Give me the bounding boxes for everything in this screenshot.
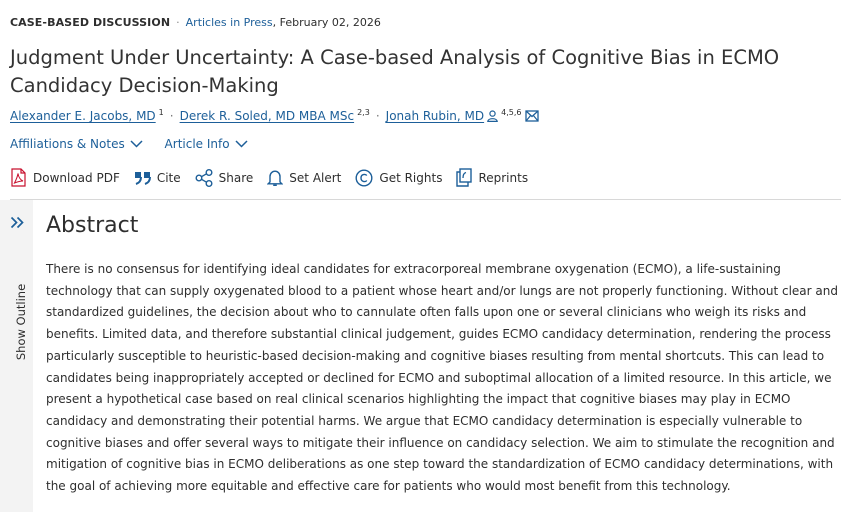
get-rights-button[interactable] xyxy=(355,169,442,187)
article-info-label: Article Info xyxy=(164,137,230,151)
author-separator: · xyxy=(169,109,174,123)
share-icon xyxy=(195,169,213,187)
pdf-icon xyxy=(10,168,27,187)
reprints-button[interactable] xyxy=(456,168,528,187)
share-label: Share xyxy=(218,170,254,185)
affiliations-notes-toggle[interactable] xyxy=(10,137,143,151)
bell-icon xyxy=(267,169,283,187)
get-rights-label: Get Rights xyxy=(379,170,443,185)
abstract-heading: Abstract xyxy=(46,213,139,238)
author-affiliation-ref[interactable]: 4,5,6 xyxy=(501,108,522,117)
cite-button[interactable] xyxy=(134,171,181,185)
share-button[interactable] xyxy=(195,169,254,187)
chevron-down-icon xyxy=(235,140,248,148)
author-link-soled[interactable]: Derek R. Soled, MD MBA MSc xyxy=(179,109,355,123)
article-info-toggle[interactable] xyxy=(165,137,248,151)
articles-in-press-link[interactable]: Articles in Press xyxy=(185,16,273,29)
set-alert-label: Set Alert xyxy=(289,170,342,185)
cite-label: Cite xyxy=(156,170,181,185)
download-pdf-label: Download PDF xyxy=(33,170,120,185)
download-pdf-button[interactable] xyxy=(10,168,120,187)
quote-icon xyxy=(134,171,151,185)
author-list xyxy=(10,108,539,125)
chevron-down-icon xyxy=(130,140,143,148)
abstract-text: There is no consensus for identifying ideal candidates for extracorporeal membrane oxygenation (ECMO), a life-sustaining technology that can supply oxygenated blood to a patient whose heart and/or lungs are not properly functioning. Without clear and standardized guidelines, the decision about who to cannulate often falls upon one or several clinicians who weigh its risks and benefits. Limited data, and therefore substantial clinical judgement, guides ECMO candidacy determination, rendering the process particularly susceptible to heuristic-based decision-making and cognitive biases resulting from mental shortcuts. This can lead to candidates being inappropriately accepted or declined for ECMO and suboptimal allocation of a limited resource. In this article, we present a hypothetical case based on real clinical scenarios highlighting the impact that cognitive biases may play in ECMO candidacy and demonstrating their potential harms. We argue that ECMO candidacy determination is especially vulnerable to cognitive biases and offer several ways to mitigate their influence on candidacy selection. We aim to stimulate the recognition and mitigation of cognitive bias in ECMO deliberations as one step toward the standardization of ECMO candidacy determinations, with the goal of achieving more equitable and effective care for patients who would most benefit from this technology. xyxy=(46,262,838,494)
envelope-icon[interactable] xyxy=(525,110,539,125)
author-link-rubin[interactable]: Jonah Rubin, MD xyxy=(385,109,485,123)
article-meta-line xyxy=(10,16,381,29)
author-separator: · xyxy=(375,109,380,123)
toolbar-divider xyxy=(10,199,841,200)
reprints-icon xyxy=(456,168,472,187)
show-outline-label[interactable]: Show Outline xyxy=(14,283,28,361)
author-affiliation-ref[interactable]: 1 xyxy=(158,108,164,117)
article-toolbar xyxy=(10,168,542,187)
article-type: CASE-BASED DISCUSSION xyxy=(10,16,171,29)
person-icon xyxy=(487,110,498,125)
set-alert-button[interactable] xyxy=(267,169,341,187)
affiliations-label: Affiliations & Notes xyxy=(10,137,125,151)
author-affiliation-ref[interactable]: 2,3 xyxy=(357,108,370,117)
meta-separator: · xyxy=(176,16,180,29)
article-toggles xyxy=(10,137,266,151)
author-link-jacobs[interactable]: Alexander E. Jacobs, MD xyxy=(10,109,156,123)
double-chevron-right-icon[interactable] xyxy=(10,214,24,233)
article-title: Judgment Under Uncertainty: A Case-based Analysis of Cognitive Bias in ECMO Candidacy Decision-Making xyxy=(10,46,780,97)
publication-date: , February 02, 2026 xyxy=(272,16,381,29)
copyright-icon xyxy=(355,169,373,187)
reprints-label: Reprints xyxy=(478,170,529,185)
